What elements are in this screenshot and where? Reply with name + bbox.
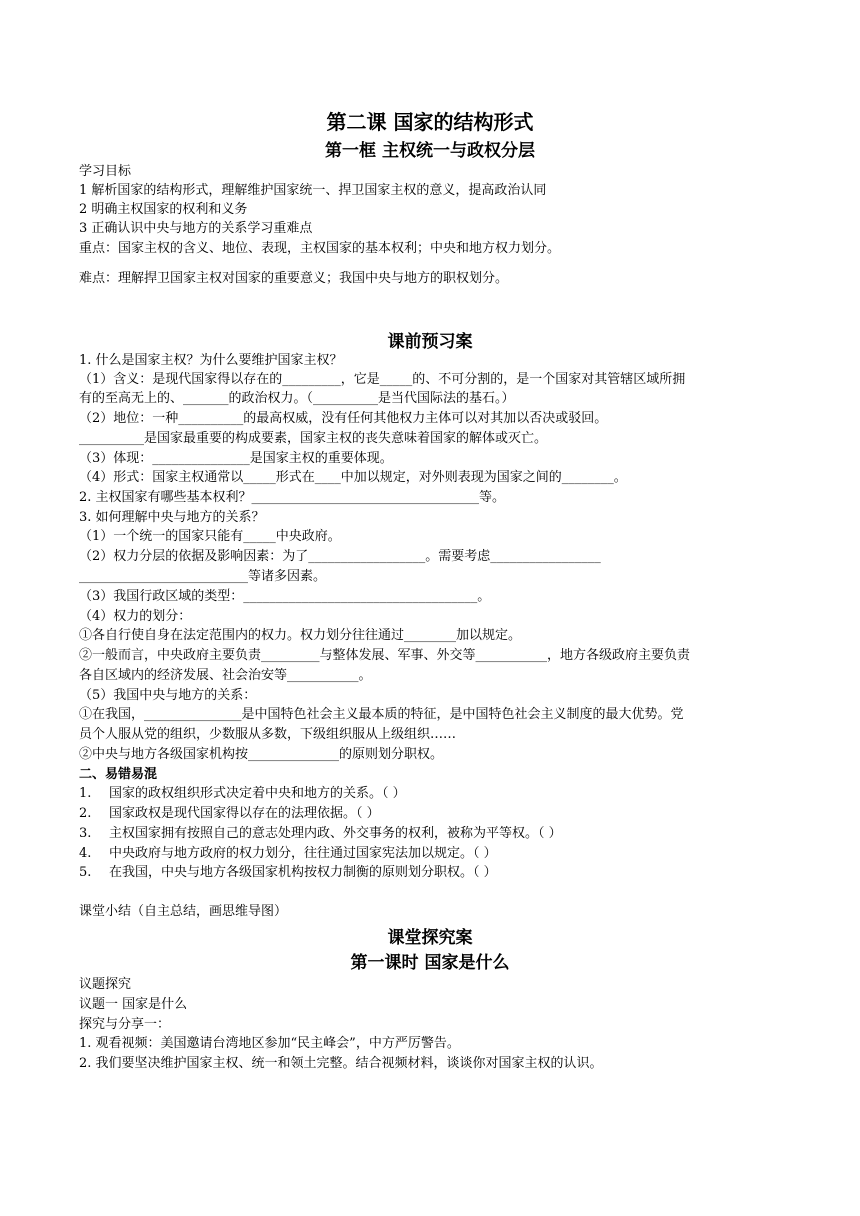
preview-line: （3）我国行政区域的类型：____________________________________。 — [79, 589, 491, 604]
preview-line: （2）地位：一种__________的最高权威，没有任何其他权力主体可以对其加以否决或驳回。 — [79, 411, 608, 426]
preview-line: （1）一个统一的国家只能有_____中央政府。 — [79, 529, 341, 544]
preview-line: __________是国家最重要的构成要素，国家主权的丧失意味着国家的解体或灭亡。 — [79, 431, 548, 446]
class-summary: 课堂小结（自主总结，画思维导图） — [79, 904, 288, 919]
preview-line: __________________________等诸多因素。 — [79, 569, 327, 584]
preview-line: （1）含义：是现代国家得以存在的_________，它是_____的、不可分割的，是一个国家对其管辖区域所拥 — [79, 372, 686, 387]
preview-line: （2）权力分层的依据及影响因素：为了__________________。需要考虑_________________ — [79, 549, 601, 564]
explore-line: 探究与分享一： — [79, 1017, 171, 1032]
confusion-num: 5. — [79, 865, 92, 880]
goal-item: 3 正确认识中央与地方的关系学习重难点 — [79, 221, 313, 236]
preview-line: （5）我国中央与地方的关系： — [79, 688, 257, 703]
preview-line: 员个人服从党的组织，少数服从多数，下级组织服从上级组织…… — [79, 727, 457, 742]
preview-title: 课前预习案 — [387, 332, 473, 352]
explore-line: 1. 观看视频：美国邀请台湾地区参加“民主峰会”，中方严厉警告。 — [79, 1036, 460, 1051]
preview-line: （3）体现：_______________是国家主权的重要体现。 — [79, 451, 393, 466]
lesson-title: 第二课 国家的结构形式 — [326, 110, 534, 134]
confusion-num: 1. — [79, 786, 92, 801]
difficult-points: 难点：理解捍卫国家主权对国家的重要意义；我国中央与地方的职权划分。 — [79, 271, 509, 286]
goals-label: 学习目标 — [79, 164, 132, 179]
confusion-item: 国家的政权组织形式决定着中央和地方的关系。（ ） — [109, 786, 406, 801]
confusion-num: 2. — [79, 806, 92, 821]
explore-title: 课堂探究案 — [387, 928, 473, 948]
confusion-title: 二、易错易混 — [79, 767, 158, 782]
confusion-item: 中央政府与地方政府的权力划分，往往通过国家宪法加以规定。（ ） — [109, 846, 497, 861]
confusion-item: 国家政权是现代国家得以存在的法理依据。（ ） — [109, 806, 380, 821]
preview-line: 各自区域内的经济发展、社会治安等___________。 — [79, 668, 372, 683]
explore-line: 2. 我们要坚决维护国家主权、统一和领土完整。结合视频材料，谈谈你对国家主权的认识。 — [79, 1056, 603, 1071]
preview-line: （4）形式：国家主权通常以_____形式在____中加以规定，对外则表现为国家之间的________。 — [79, 470, 627, 485]
confusion-item: 在我国，中央与地方各级国家机构按权力制衡的原则划分职权。（ ） — [109, 865, 497, 880]
preview-line: 2. 主权国家有哪些基本权利？___________________________________等。 — [79, 490, 506, 505]
confusion-item: 主权国家拥有按照自己的意志处理内政、外交事务的权利，被称为平等权。（ ） — [109, 826, 562, 841]
frame-title: 第一框 主权统一与政权分层 — [325, 141, 535, 161]
key-points: 重点：国家主权的含义、地位、表现，主权国家的基本权利；中央和地方权力划分。 — [79, 241, 561, 256]
preview-line: ①在我国，_______________是中国特色社会主义最本质的特征，是中国特色社会主义制度的最大优势。党 — [79, 707, 684, 722]
confusion-num: 4. — [79, 846, 92, 861]
preview-line: ②一般而言，中央政府主要负责_________与整体发展、军事、外交等___________，地方各级政府主要负责 — [79, 648, 691, 663]
goal-item: 1 解析国家的结构形式，理解维护国家统一、捍卫国家主权的意义，提高政治认同 — [79, 183, 547, 198]
preview-line: （4）权力的划分： — [79, 609, 192, 624]
explore-line: 议题一 国家是什么 — [79, 997, 188, 1012]
goal-item: 2 明确主权国家的权利和义务 — [79, 202, 248, 217]
preview-line: 3. 如何理解中央与地方的关系？ — [79, 510, 265, 525]
explore-line: 议题探究 — [79, 977, 132, 992]
preview-line: ②中央与地方各级国家机构按______________的原则划分职权。 — [79, 747, 444, 762]
preview-line: 有的至高无上的、_______的政治权力。（__________是当代国际法的基石。） — [79, 391, 515, 406]
explore-subtitle: 第一课时 国家是什么 — [350, 953, 510, 973]
preview-line: ①各自行使自身在法定范围内的权力。权力划分往往通过________加以规定。 — [79, 628, 522, 643]
confusion-num: 3. — [79, 826, 92, 841]
preview-line: 1. 什么是国家主权？为什么要维护国家主权？ — [79, 353, 343, 368]
